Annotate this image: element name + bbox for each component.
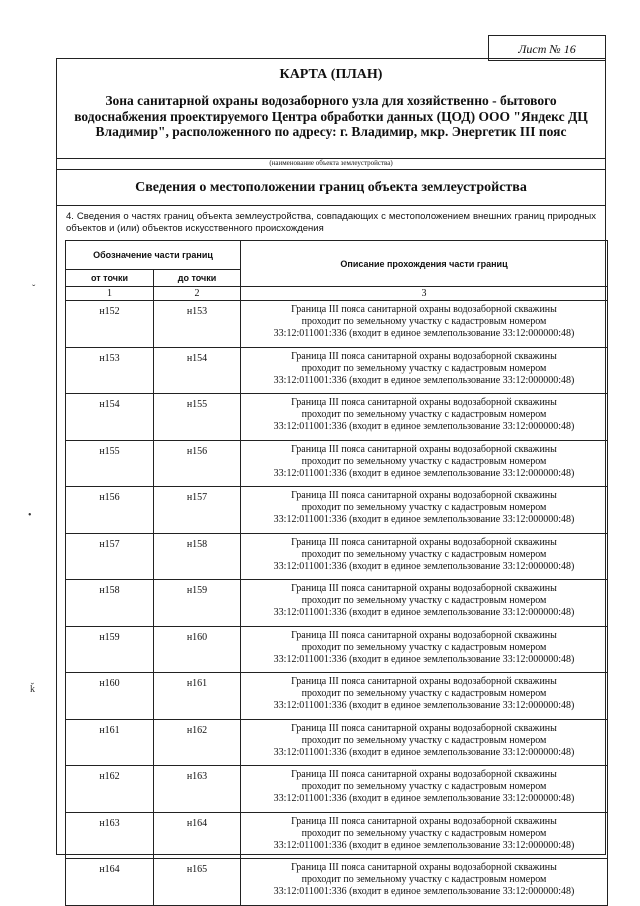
table-row [66,580,608,627]
boundary-description [241,766,608,813]
from-point: н154 [66,394,154,441]
from-point: н159 [66,626,154,673]
to-point: н156 [154,440,241,487]
description-line: Граница III пояса санитарной охраны водозаборной скважины [291,443,557,455]
to-point: н160 [154,626,241,673]
table-row [66,533,608,580]
description-line: 33:12:011001:336 (входит в единое землепользование 33:12:000000:48) [273,839,575,851]
table-row [66,394,608,441]
description-line: Граница III пояса санитарной охраны водозаборной скважины [291,769,557,780]
table-row [66,626,608,673]
column-number: 2 [154,287,241,301]
boundary-description [241,440,608,487]
description-line: проходит по земельному участку с кадастровым номером [301,827,547,839]
boundary-parts-table [65,240,608,906]
from-point: н161 [66,719,154,766]
description-line: 33:12:011001:336 (входит в единое землепользование 33:12:000000:48) [273,560,575,572]
boundary-description [241,487,608,534]
description-line: Граница III пояса санитарной охраны водозаборной скважины [291,304,557,315]
description-line: Граница III пояса санитарной охраны водозаборной скважины [291,397,557,408]
divider [56,169,606,170]
description-line: проходит по земельному участку с кадастровым номером [301,874,547,885]
description-line: Граница III пояса санитарной охраны водозаборной скважины [291,583,557,594]
to-point: н163 [154,766,241,813]
description-line: проходит по земельному участку с кадастровым номером [301,688,547,699]
object-name-caption: (наименование объекта землеустройства) [269,159,393,167]
to-point: н162 [154,719,241,766]
description-line: проходит по земельному участку с кадастровым номером [301,502,547,513]
description-line: проходит по земельному участку с кадастровым номером [301,548,547,560]
boundary-description [241,580,608,627]
to-point: н155 [154,394,241,441]
desc-header: Описание прохождения части границ [241,241,608,287]
group-header: Обозначение части границ [66,241,241,270]
from-point: н163 [66,812,154,859]
description-line: 33:12:011001:336 (входит в единое землепользование 33:12:000000:48) [273,700,575,711]
description-line: Граница III пояса санитарной охраны водозаборной скважины [291,815,557,827]
to-point: н153 [154,301,241,348]
scan-mark: • [28,510,32,521]
from-point: н155 [66,440,154,487]
description-line: 33:12:011001:336 (входит в единое землепользование 33:12:000000:48) [273,328,575,339]
boundary-description [241,719,608,766]
boundary-description [241,533,608,580]
boundary-description [241,673,608,720]
table-row [66,347,608,394]
map-title: КАРТА (ПЛАН) [279,67,383,82]
description-line: 33:12:011001:336 (входит в единое землепользование 33:12:000000:48) [273,467,575,479]
description-line: проходит по земельному участку с кадастровым номером [301,641,547,653]
description-line: Граница III пояса санитарной охраны водозаборной скважины [291,536,557,548]
column-number: 1 [66,287,154,301]
table-row [66,487,608,534]
from-point: н160 [66,673,154,720]
divider [56,205,606,206]
from-point: н162 [66,766,154,813]
description-line: проходит по земельному участку с кадастровым номером [301,362,547,374]
description-line: Граница III пояса санитарной охраны водозаборной скважины [291,350,557,362]
to-point: н158 [154,533,241,580]
column-number: 3 [241,287,608,301]
description-line: 33:12:011001:336 (входит в единое землепользование 33:12:000000:48) [273,746,575,758]
scan-mark: ǩ [30,684,35,695]
description-line: 33:12:011001:336 (входит в единое землепользование 33:12:000000:48) [273,793,575,804]
to-point: н159 [154,580,241,627]
description-line: проходит по земельному участку с кадастровым номером [301,595,547,606]
to-point: н157 [154,487,241,534]
description-line: Граница III пояса санитарной охраны водозаборной скважины [291,862,557,873]
object-name: Зона санитарной охраны водозаборного узла для хозяйственно - бытового водоснабжения проектируемого Центра обработки данных (ЦОД) ООО "Яндекс ДЦ Владимир", расположенного по адресу: г. Владимир, мкр. Энергетик III пояс [74,93,588,139]
description-line: Граница III пояса санитарной охраны водозаборной скважины [291,722,557,734]
table-row [66,440,608,487]
boundary-description [241,347,608,394]
boundary-description [241,812,608,859]
description-line: 33:12:011001:336 (входит в единое землепользование 33:12:000000:48) [273,374,575,386]
from-point: н153 [66,347,154,394]
description-line: Граница III пояса санитарной охраны водозаборной скважины [291,676,557,687]
description-line: 33:12:011001:336 (входит в единое землепользование 33:12:000000:48) [273,653,575,665]
description-line: 33:12:011001:336 (входит в единое землепользование 33:12:000000:48) [273,514,575,525]
boundary-description [241,301,608,348]
description-line: проходит по земельному участку с кадастровым номером [301,455,547,467]
table-row [66,719,608,766]
boundary-description [241,394,608,441]
section-title: Сведения о местоположении границ объекта землеустройства [135,180,527,195]
sheet-number: Лист № 16 [488,35,606,61]
description-line: проходит по земельному участку с кадастровым номером [301,734,547,746]
table-row [66,301,608,348]
table-row [66,859,608,906]
from-header: от точки [66,270,154,287]
to-point: н161 [154,673,241,720]
boundary-description [241,859,608,906]
from-point: н152 [66,301,154,348]
to-point: н164 [154,812,241,859]
to-point: н165 [154,859,241,906]
boundary-description [241,626,608,673]
description-line: проходит по земельному участку с кадастровым номером [301,781,547,792]
description-line: проходит по земельному участку с кадастровым номером [301,316,547,327]
from-point: н158 [66,580,154,627]
to-header: до точки [154,270,241,287]
from-point: н164 [66,859,154,906]
table-row [66,812,608,859]
description-line: Граница III пояса санитарной охраны водозаборной скважины [291,629,557,641]
description-line: проходит по земельному участку с кадастровым номером [301,409,547,420]
description-line: Граница III пояса санитарной охраны водозаборной скважины [291,490,557,501]
from-point: н156 [66,487,154,534]
to-point: н154 [154,347,241,394]
scan-mark: ˇ [32,284,36,295]
from-point: н157 [66,533,154,580]
description-line: 33:12:011001:336 (входит в единое землепользование 33:12:000000:48) [273,886,575,897]
table-row [66,673,608,720]
section-note: 4. Сведения о частях границ объекта землеустройства, совпадающих с местоположением внешних границ природных объектов и (или) объектов искусственного происхождения [66,211,596,234]
description-line: 33:12:011001:336 (входит в единое землепользование 33:12:000000:48) [273,607,575,618]
table-row [66,766,608,813]
description-line: 33:12:011001:336 (входит в единое землепользование 33:12:000000:48) [273,421,575,432]
